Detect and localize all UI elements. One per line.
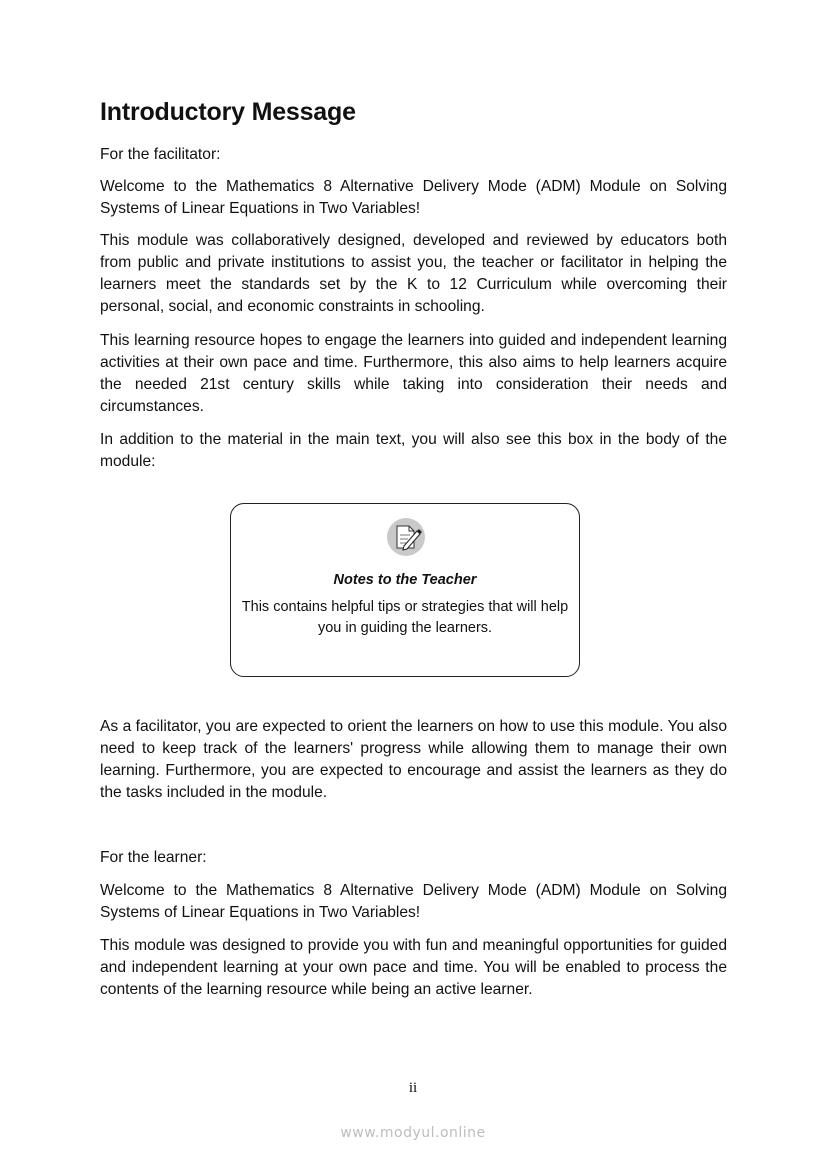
watermark: www.modyul.online — [340, 1125, 486, 1141]
facilitator-paragraph-engagement: This learning resource hopes to engage the learners into guided and independent learning activities at their own pace and time. Furthermore, this also aims to help learners acquire the needed 21st century skills while taking into consideration their needs and circumstances. — [100, 332, 727, 415]
notes-box-title: Notes to the Teacher — [333, 572, 477, 588]
page-number: ii — [408, 1080, 418, 1096]
learner-paragraph-design: This module was designed to provide you with fun and meaningful opportunities for guided and independent learning at your own pace and time. You will be enabled to process the contents of the learning resource while being an active learner. — [100, 937, 727, 998]
learner-heading: For the learner: — [100, 849, 207, 866]
notes-box-body: This contains helpful tips or strategies that will help you in guiding the learners. — [241, 599, 569, 636]
notes-to-teacher-box — [230, 503, 580, 677]
page-title: Introductory Message — [100, 98, 356, 126]
facilitator-paragraph-design: This module was collaboratively designed, developed and reviewed by educators both from public and private institutions to assist you, the teacher or facilitator in helping the learners meet the standards set by the K to 12 Curriculum while overcoming their personal, social, and economic constraints in schooling. — [100, 232, 727, 315]
notepad-pencil-icon — [386, 517, 426, 557]
learner-paragraph-welcome: Welcome to the Mathematics 8 Alternative Delivery Mode (ADM) Module on Solving Systems of Linear Equations in Two Variables! — [100, 882, 727, 921]
facilitator-paragraph-box-intro: In addition to the material in the main text, you will also see this box in the body of the module: — [100, 431, 727, 470]
facilitator-heading: For the facilitator: — [100, 146, 221, 163]
facilitator-closing-paragraph: As a facilitator, you are expected to orient the learners on how to use this module. You also need to keep track of the learners' progress while allowing them to manage their own learning. Furthermore, you are expected to encourage and assist the learners as they do the tasks included in the module. — [100, 718, 727, 801]
facilitator-paragraph-welcome: Welcome to the Mathematics 8 Alternative Delivery Mode (ADM) Module on Solving Systems of Linear Equations in Two Variables! — [100, 178, 727, 217]
